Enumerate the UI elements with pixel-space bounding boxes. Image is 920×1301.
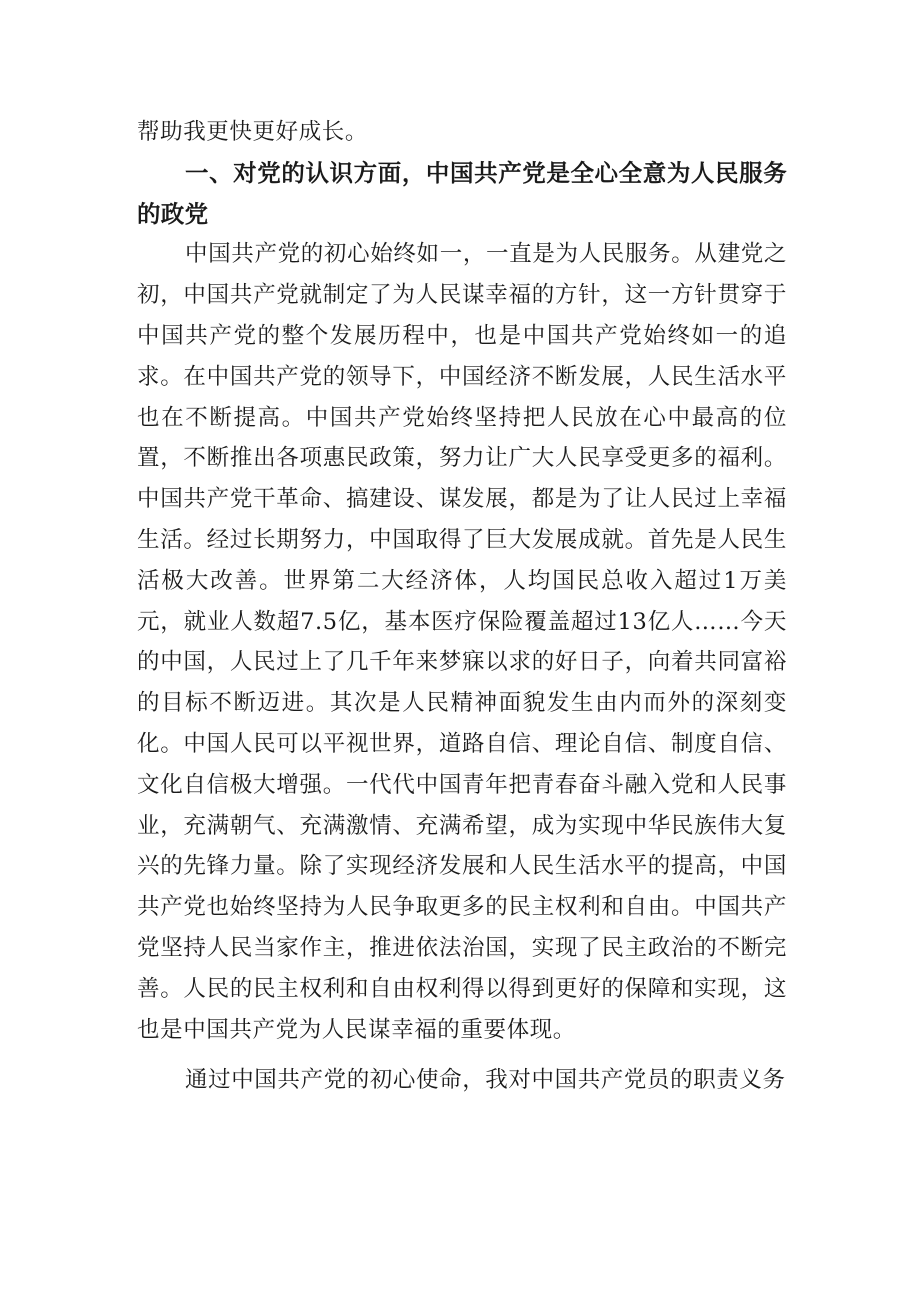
document-body	[137, 112, 787, 1101]
section-heading: 一、对党的认识方面，中国共产党是全心全意为人民服务的政党	[137, 158, 787, 228]
body-paragraph-last: 通过中国共产党的初心使命，我对中国共产党员的职责义务	[185, 1067, 786, 1094]
paragraph-spacer	[137, 1050, 787, 1060]
body-paragraph: 中国共产党的初心始终如一，一直是为人民服务。从建党之初，中国共产党就制定了为人民谋幸福的方针，这一方针贯穿于中国共产党的整个发展历程中，也是中国共产党始终如一的追求。在中国共产党的领导下，中国经济不断发展，人民生活水平也在不断提高。中国共产党始终坚持把人民放在心中最高的位置，不断推出各项惠民政策，努力让广大人民享受更多的福利。中国共产党干革命、搞建设、谋发展，都是为了让人民过上幸福生活。经过长期努力，中国取得了巨大发展成就。首先是人民生活极大改善。世界第二大经济体，人均国民总收入超过1万美元，就业人数超7.5亿，基本医疗保险覆盖超过13亿人……今天的中国，人民过上了几千年来梦寐以求的好日子，向着共同富裕的目标不断迈进。其次是人民精神面貌发生由内而外的深刻变化。中国人民可以平视世界，道路自信、理论自信、制度自信、文化自信极大增强。一代代中国青年把青春奋斗融入党和人民事业，充满朝气、充满激情、充满希望，成为实现中华民族伟大复兴的先锋力量。除了实现经济发展和人民生活水平的提高，中国共产党也始终坚持为人民争取更多的民主权利和自由。中国共产党坚持人民当家作主，推进依法治国，实现了民主政治的不断完善。人民的民主权利和自由权利得以得到更好的保障和实现，这也是中国共产党为人民谋幸福的重要体现。	[137, 241, 787, 1043]
paragraph-continuation: 帮助我更快更好成长。	[137, 119, 369, 145]
